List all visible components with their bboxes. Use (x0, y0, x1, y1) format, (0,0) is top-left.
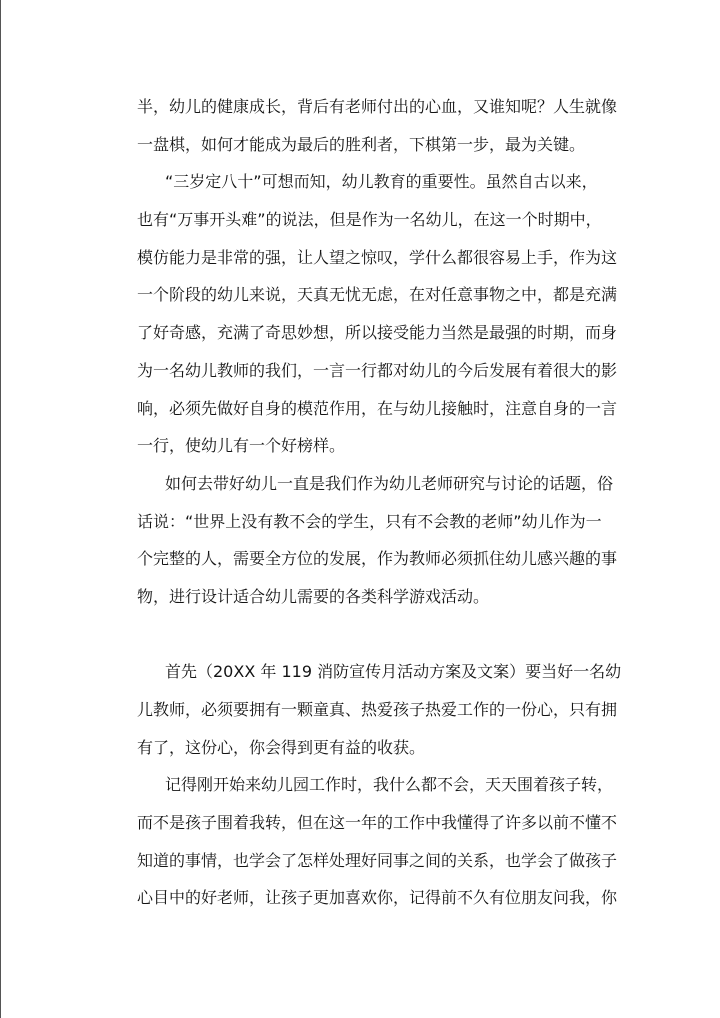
text-line: “三岁定八十”可想而知，幼儿教育的重要性。虽然自古以来， (165, 172, 598, 192)
document-body (137, 88, 622, 917)
paragraph (137, 88, 618, 163)
paragraph (137, 766, 618, 917)
paragraph (137, 465, 618, 616)
text-line: 也有“万事开头难”的说法，但是作为一名幼儿，在这一个时期中， (137, 210, 602, 230)
text-line: 一行，使幼儿有一个好榜样。 (137, 436, 346, 456)
page-left-edge (0, 0, 1, 1018)
text-line: 话说：“世界上没有教不会的学生，只有不会教的老师”幼儿作为一 (137, 511, 602, 531)
text-line: 物，进行设计适合幼儿需要的各类科学游戏活动。 (137, 586, 490, 606)
text-line: 首先（20XX 年 119 消防宣传月活动方案及文案）要当好一名幼 (165, 662, 622, 682)
text-line: 半，幼儿的健康成长，背后有老师付出的心血，又谁知呢？人生就像 (137, 97, 618, 116)
paragraph (137, 163, 618, 465)
text-line: 心目中的好老师，让孩子更加喜欢你，记得前不久有位朋友问我，你 (137, 888, 618, 908)
text-line: 知道的事情，也学会了怎样处理好同事之间的关系，也学会了做孩子 (137, 850, 618, 870)
text-line: 有了，这份心，你会得到更有益的收获。 (137, 737, 426, 757)
text-line: 如何去带好幼儿一直是我们作为幼儿老师研究与讨论的话题，俗 (165, 473, 614, 493)
text-line: 为一名幼儿教师的我们，一言一行都对幼儿的今后发展有着很大的影 (137, 360, 618, 380)
text-line: 一盘棋，如何才能成为最后的胜利者，下棋第一步，最为关键。 (137, 134, 586, 154)
text-line: 个完整的人，需要全方位的发展，作为教师必须抓住幼儿感兴趣的事 (137, 549, 618, 569)
text-line: 了好奇感，充满了奇思妙想，所以接受能力当然是最强的时期，而身 (137, 323, 618, 343)
text-line: 而不是孩子围着我转，但在这一年的工作中我懂得了许多以前不懂不 (137, 813, 618, 833)
text-line: 响，必须先做好自身的模范作用，在与幼儿接触时，注意自身的一言 (137, 398, 618, 418)
text-line: 一个阶段的幼儿来说，天真无忧无虑，在对任意事物之中，都是充满 (137, 285, 618, 305)
paragraph-gap (137, 616, 585, 654)
paragraph (137, 653, 622, 766)
text-line: 记得刚开始来幼儿园工作时，我什么都不会，天天围着孩子转， (165, 775, 614, 795)
text-line: 儿教师，必须要拥有一颗童真、热爱孩子热爱工作的一份心，只有拥 (137, 700, 618, 719)
text-line: 模仿能力是非常的强，让人望之惊叹，学什么都很容易上手，作为这 (137, 247, 618, 267)
